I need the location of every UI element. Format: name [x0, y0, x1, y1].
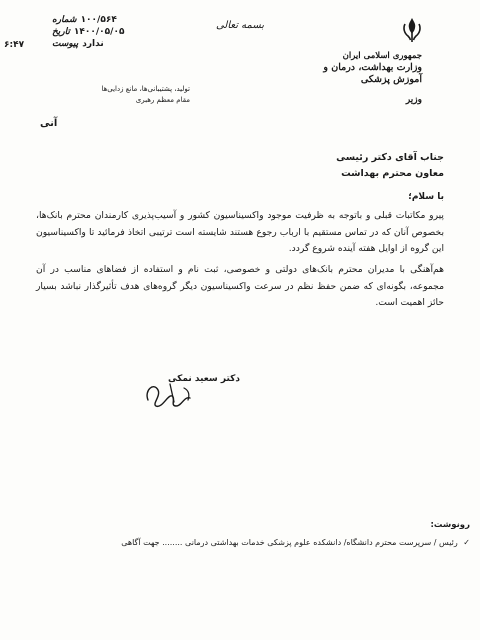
- body-paragraph-2: هم‌آهنگی با مدیران محترم بانک‌های دولتی و خصوصی، ثبت نام و استفاده از فضاهای مناسب در آن مجموعه، بگونه‌ای که ضمن حفظ نظم در سرعت واکسیناسیون دیگر گروه‌های هدف تأثیرگذار نباشد بسیار حائز اهمیت است.: [36, 264, 444, 308]
- date-label: تاریخ: [52, 27, 70, 37]
- iran-emblem-icon: [400, 16, 424, 44]
- cc-heading: رونوشت:: [430, 520, 470, 530]
- signer-name: دکتر سعید نمکی: [168, 374, 240, 384]
- check-icon: ✓: [463, 538, 470, 547]
- addressee-name: جناب آقای دکتر رئیسی: [336, 152, 444, 163]
- attachment-label: پیوست: [52, 39, 79, 49]
- body-paragraph-1: پیرو مکاتبات قبلی و باتوجه به ظرفیت موجود واکسیناسیون کشور و آسیب‌پذیری کارمندان محترم بانک‌ها، بخصوص آنان که در تماس مستقیم با ارباب رجوع هستند شایسته است ترتیبی اتخاذ فرمائید تا واکسیناسیون این گروه از اوایل هفته آینده شروع گردد.: [36, 210, 444, 254]
- number-row: [52, 14, 202, 26]
- number-value: ۱۰۰/۵۶۴: [80, 15, 117, 25]
- greeting: با سلام؛: [408, 192, 444, 202]
- number-label: شماره: [52, 15, 77, 25]
- ministry-line-1: جمهوری اسلامی ایران: [342, 51, 422, 61]
- slogan-line-1: تولید، پشتیبانی‌ها، مانع زدایی‌ها: [101, 85, 190, 93]
- ministry-line-2: وزارت بهداشت، درمان و آموزش پزشکی: [323, 62, 422, 85]
- urgency-mark: آنی: [40, 118, 58, 129]
- date-row: [52, 26, 202, 38]
- date-value: ۱۴۰۰/۰۵/۰۵: [73, 27, 125, 37]
- side-time-stamp: ۶:۴۷: [4, 40, 25, 50]
- ministry-letterhead: [292, 50, 422, 106]
- role-title: وزیر: [405, 95, 422, 105]
- cc-recipient-text: رئیس / سرپرست محترم دانشگاه/ دانشکده علوم پزشکی خدمات بهداشتی درمانی ........ جهت آگاهی: [121, 538, 458, 547]
- attachment-value: ندارد: [82, 39, 104, 49]
- slogan-line-2: مقام معظم رهبری: [135, 96, 190, 104]
- handwritten-signature: [140, 376, 200, 412]
- cc-recipient-line: [30, 538, 470, 547]
- letter-metadata: [52, 14, 202, 50]
- attachment-row: [52, 38, 202, 50]
- addressee-title: معاون محترم بهداشت: [341, 168, 444, 179]
- slogan-tags: [30, 84, 190, 106]
- addressee-block: [244, 150, 444, 182]
- bismillah-heading: بسمه تعالی: [215, 20, 265, 31]
